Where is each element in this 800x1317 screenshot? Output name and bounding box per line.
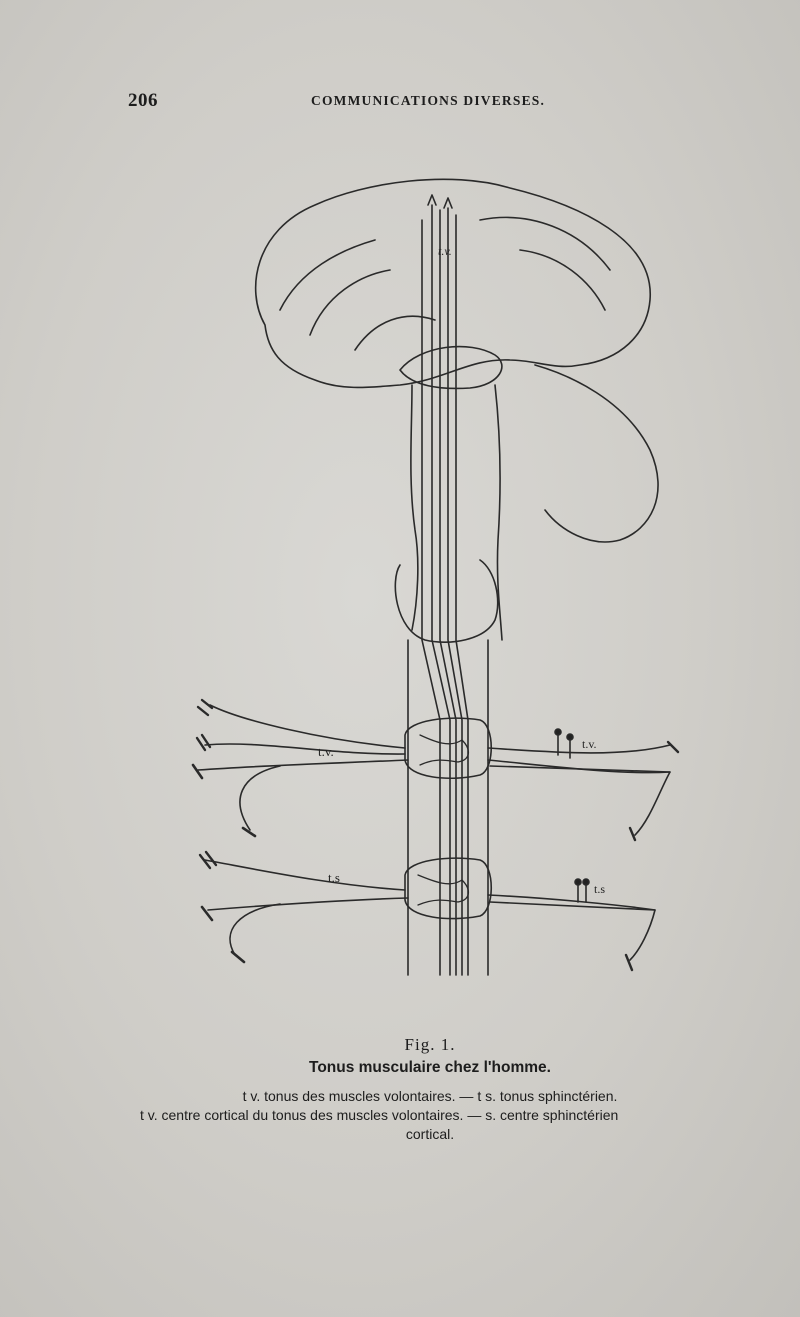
upper-left-nerve-4: [240, 766, 280, 830]
upper-left-muscle-1: [198, 700, 212, 715]
brain-gyrus-2: [310, 270, 390, 335]
tract-arrow-2: [444, 198, 452, 208]
lower-left-nerve-1: [205, 860, 405, 890]
upper-left-label: t.v.: [318, 744, 334, 759]
brain-gyrus-3: [480, 217, 610, 270]
lower-grey-matter: [418, 875, 468, 905]
temporal-lobe: [400, 347, 502, 389]
figure-title: Tonus musculaire chez l'homme.: [309, 1059, 551, 1076]
upper-segment: [405, 718, 491, 778]
diagram-svg: [150, 160, 710, 1000]
cortical-label: t.v.: [438, 244, 452, 258]
page-header: [128, 90, 668, 120]
figure-caption: [110, 1035, 750, 1144]
lower-left-muscle-2: [202, 907, 212, 920]
legend-line-2: t v. centre cortical du tonus des muscles volontaires. — s. centre sphinctérien: [140, 1107, 619, 1123]
lower-left-nerve-3: [230, 904, 280, 955]
legend-line-1: t v. tonus des muscles volontaires. — t s. tonus sphinctérien.: [242, 1088, 618, 1104]
page-number: 206: [128, 90, 158, 111]
lower-right-bulb-1: [575, 879, 581, 885]
lower-left-label: t.s: [328, 870, 340, 885]
lower-right-nerve-1: [488, 895, 655, 960]
upper-left-muscle-3: [193, 765, 202, 778]
upper-right-label: t.v.: [582, 737, 597, 751]
lower-left-nerve-2: [208, 898, 408, 910]
brain-gyrus-5: [355, 316, 435, 350]
lower-right-bulb-2: [583, 879, 589, 885]
upper-right-bulb-1: [555, 729, 561, 735]
lower-left-muscle-3: [232, 952, 244, 962]
running-title: COMMUNICATIONS DIVERSES.: [311, 93, 546, 108]
upper-right-muscle-1: [668, 742, 678, 752]
figure-label: Fig. 1.: [404, 1035, 456, 1054]
upper-left-nerve-3: [198, 760, 408, 770]
tract-arrow-1: [428, 195, 436, 205]
brain-gyrus-4: [520, 250, 605, 310]
brain-gyrus-1: [280, 240, 375, 310]
lower-right-muscle: [626, 955, 632, 970]
cerebellum: [535, 365, 658, 542]
medulla: [395, 560, 497, 642]
legend-line-3: cortical.: [405, 1126, 455, 1142]
upper-right-nerve-3: [490, 766, 670, 772]
upper-right-nerve-1: [488, 745, 670, 753]
nervous-system-diagram: [150, 160, 710, 1000]
upper-left-nerve-1: [210, 705, 405, 748]
upper-right-muscle-2: [630, 828, 635, 840]
upper-grey-matter: [420, 735, 468, 765]
lower-segment: [405, 858, 491, 918]
brain-outline: [256, 179, 651, 387]
brainstem-left: [411, 385, 418, 630]
upper-right-bulb-2: [567, 734, 573, 740]
lower-right-label: t.s: [594, 882, 606, 896]
upper-left-muscle-2: [197, 735, 210, 750]
